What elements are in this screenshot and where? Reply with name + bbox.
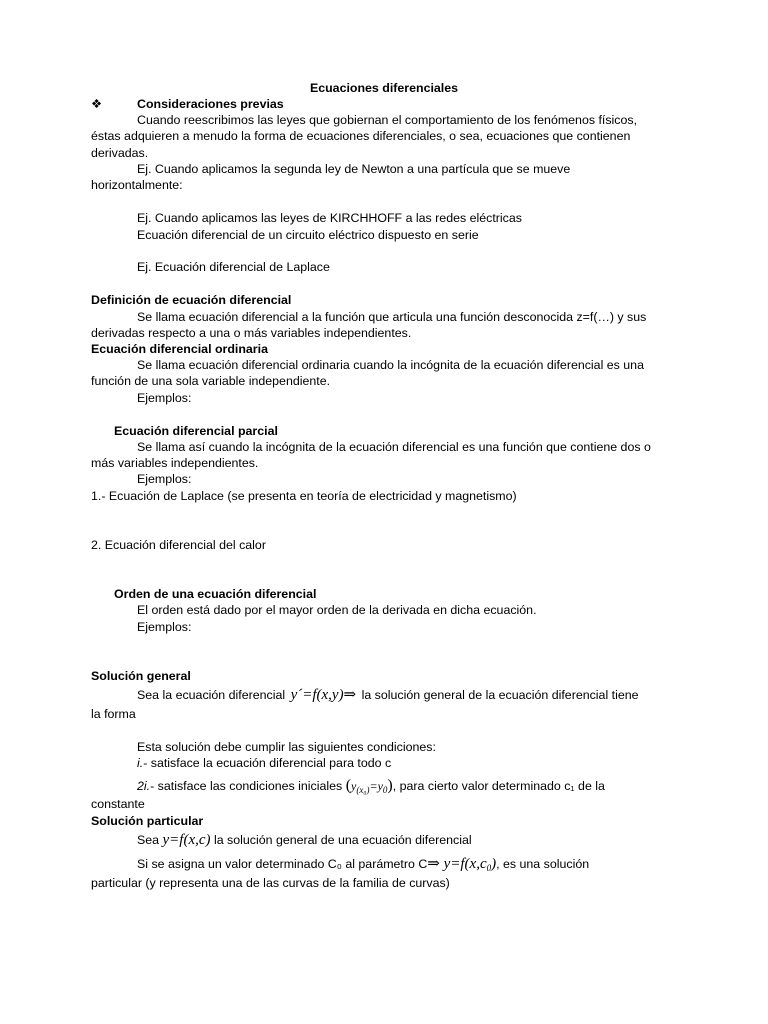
paragraph-line: la forma <box>91 707 136 721</box>
text-fragment: , es una solución <box>496 857 590 871</box>
example-line: Ej. Ecuación diferencial de Laplace <box>137 260 330 274</box>
condition-number: 2i. <box>137 779 151 793</box>
list-item: 1.- Ecuación de Laplace (se presenta en teoría de electricidad y magnetismo) <box>91 489 517 503</box>
section-heading-ordinaria: Ecuación diferencial ordinaria <box>91 342 268 356</box>
example-line: Ej. Cuando aplicamos las leyes de KIRCHHOFF a las redes eléctricas <box>137 211 522 225</box>
example-line: horizontalmente: <box>91 178 183 192</box>
paragraph-line: particular (y representa una de las curvas de la familia de curvas) <box>91 876 450 890</box>
paragraph-line: Se llama ecuación diferencial ordinaria cuando la incógnita de la ecuación diferencial es una <box>137 358 644 372</box>
section-heading-consideraciones: Consideraciones previas <box>137 97 284 111</box>
paragraph-line: Se llama así cuando la incógnita de la ecuación diferencial es una función que contiene dos o <box>137 440 651 454</box>
section-heading-parcial: Ecuación diferencial parcial <box>114 424 278 438</box>
paragraph-line <box>137 687 639 703</box>
text-fragment: Sea la ecuación diferencial <box>137 688 286 702</box>
diamond-bullet-icon: ❖ <box>91 97 103 111</box>
condition-line <box>137 778 605 798</box>
list-item: 2. Ecuación diferencial del calor <box>91 538 266 552</box>
text-fragment: - satisface las condiciones iniciales <box>150 779 343 793</box>
math-formula: y´=f(x,y)⇒ <box>290 687 357 703</box>
paragraph-line: derivadas. <box>91 146 149 160</box>
text-fragment: la solución general de la ecuación diferencial tiene <box>361 688 639 702</box>
math-formula: $(y_{(x_0)}=y_0)$ <box>345 777 393 795</box>
ejemplos-label: Ejemplos: <box>137 472 192 486</box>
paragraph-line: éstas adquieren a menudo la forma de ecuaciones diferenciales, o sea, ecuaciones que contienen <box>91 129 631 143</box>
text-fragment: la solución general de una ecuación diferencial <box>213 833 472 847</box>
paragraph-line: derivadas respecto a una o más variables independientes. <box>91 326 412 340</box>
section-heading-orden: Orden de una ecuación diferencial <box>114 587 317 601</box>
paragraph-line: constante <box>91 797 145 811</box>
example-line: Ecuación diferencial de un circuito eléctrico dispuesto en serie <box>137 228 479 242</box>
ejemplos-label: Ejemplos: <box>137 391 192 405</box>
paragraph-line <box>137 856 589 876</box>
document-title: Ecuaciones diferenciales <box>309 81 459 95</box>
text-fragment: , para cierto valor determinado c₁ de la <box>392 779 605 793</box>
section-heading-solucion-particular: Solución particular <box>91 814 204 828</box>
example-line: Ej. Cuando aplicamos la segunda ley de Newton a una partícula que se mueve <box>137 162 571 176</box>
math-formula: ⇒ $y=f(x,c_0)$ <box>427 856 497 873</box>
paragraph-line: Cuando reescribimos las leyes que gobiernan el comportamiento de los fenómenos físicos, <box>137 113 638 127</box>
paragraph-line <box>137 832 472 848</box>
text-fragment: - satisface la ecuación diferencial para todo c <box>143 756 392 770</box>
paragraph-line: Esta solución debe cumplir las siguientes condiciones: <box>137 740 436 754</box>
paragraph-line: Se llama ecuación diferencial a la función que articula una función desconocida z=f(…) y sus <box>137 310 647 324</box>
paragraph-line: El orden está dado por el mayor orden de la derivada en dicha ecuación. <box>137 603 537 617</box>
text-fragment: Si se asigna un valor determinado C₀ al parámetro C <box>137 857 428 871</box>
section-heading-solucion-general: Solución general <box>91 669 191 683</box>
ejemplos-label: Ejemplos: <box>137 620 192 634</box>
text-fragment: Sea <box>137 833 160 847</box>
section-heading-definicion: Definición de ecuación diferencial <box>91 293 292 307</box>
paragraph-line: función de una sola variable independiente. <box>91 374 331 388</box>
condition-line <box>137 755 391 771</box>
condition-number: i. <box>137 756 144 770</box>
paragraph-line: más variables independientes. <box>91 456 259 470</box>
math-formula: y=f(x,c) <box>162 832 211 848</box>
